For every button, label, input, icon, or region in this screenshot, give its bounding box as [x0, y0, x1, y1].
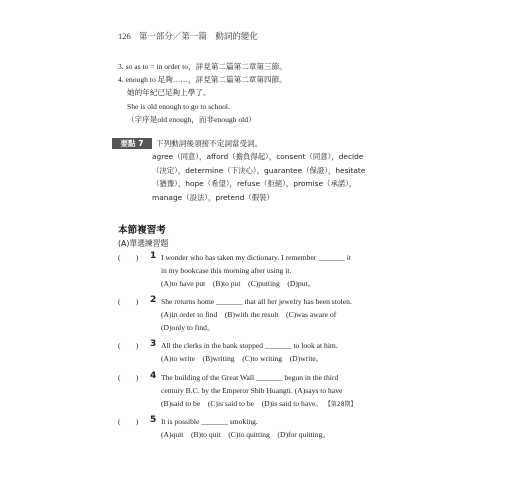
- question-line: I wonder who has taken my dictionary. I remember _______ it: [161, 253, 351, 262]
- question-line: It is possible _______ smoking.: [161, 417, 258, 426]
- note-line: 3. so as to = in order to，詳見第二篇第二章第三節。: [118, 62, 287, 71]
- verb-line: （決定），determine（下決心），guarantee（保證），hesitate: [152, 165, 366, 175]
- question-options: (A)to write (B)writing (C)to writing (D)write。: [161, 353, 324, 363]
- answer-blank[interactable]: ( ): [118, 417, 139, 426]
- question-options: (A)to have put (B)to put (C)putting (D)put。: [161, 278, 316, 288]
- section-title: 第一部分／第一篇 動詞的變化: [138, 31, 258, 41]
- keypoint-badge: 要點 7: [112, 138, 152, 149]
- answer-blank[interactable]: ( ): [118, 253, 139, 262]
- question-line: century B.C. by the Emperor Shih Huangti. (A)says to have: [161, 385, 343, 395]
- question-options: (D)only to find。: [161, 322, 215, 332]
- note-example-en: She is old enough to go to school.: [127, 101, 230, 111]
- verb-line: agree（同意），afford（擔負得起），consent（同意），decide: [152, 152, 364, 161]
- question-number: 5: [150, 415, 157, 425]
- answer-blank[interactable]: ( ): [118, 297, 139, 306]
- page-header: [118, 30, 258, 42]
- question-text: [161, 372, 402, 410]
- question-text: [161, 296, 402, 334]
- keypoint-title: 下列動詞後須接不定詞當受詞。: [156, 139, 263, 148]
- keypoint-verb-list: [152, 150, 414, 204]
- options-text: (B)said to be (C)is said to be (D)is said to have。: [161, 398, 323, 408]
- answer-blank[interactable]: ( ): [118, 341, 139, 350]
- review-subtitle: (A)單選練習題: [118, 239, 169, 248]
- question-line: in my bookcase this morning after using it.: [161, 265, 292, 275]
- question-options: (A)in order to find (B)with the result (C)was aware of: [161, 309, 337, 319]
- notes-block: [118, 60, 418, 126]
- question-options: (A)quit (B)to quit (C)to quitting (D)for quitting。: [161, 429, 330, 439]
- question-text: [161, 340, 402, 366]
- question-number: 4: [150, 371, 157, 381]
- question-line: All the clerks in the bank stopped _______ to look at him.: [161, 341, 338, 350]
- page-number: 126: [118, 31, 131, 41]
- question-line: She returns home _______ that all her jewelry has been stolen.: [161, 297, 352, 306]
- answer-blank[interactable]: ( ): [118, 373, 139, 382]
- question-line: The building of the Great Wall _______ begun in the third: [161, 373, 339, 382]
- exam-tag: 【第28期】: [324, 400, 357, 408]
- question-text: [161, 252, 402, 290]
- verb-line: （猶豫），hope（希望），refuse（拒絕），promise（承諾），: [152, 179, 357, 188]
- question-text: [161, 416, 402, 442]
- verb-line: manage（設法），pretend（假裝）: [152, 192, 274, 202]
- question-options: [161, 398, 402, 411]
- review-title: 本節複習考: [118, 225, 166, 236]
- note-line: 4. enough to 足夠……，詳見第二篇第二章第四節。: [118, 75, 287, 85]
- note-remark: （字序是old enough，而非enough old）: [127, 114, 256, 124]
- question-number: 3: [150, 339, 157, 349]
- note-example-zh: 她的年紀已足夠上學了。: [127, 88, 211, 98]
- question-number: 1: [150, 251, 157, 261]
- question-number: 2: [150, 295, 157, 305]
